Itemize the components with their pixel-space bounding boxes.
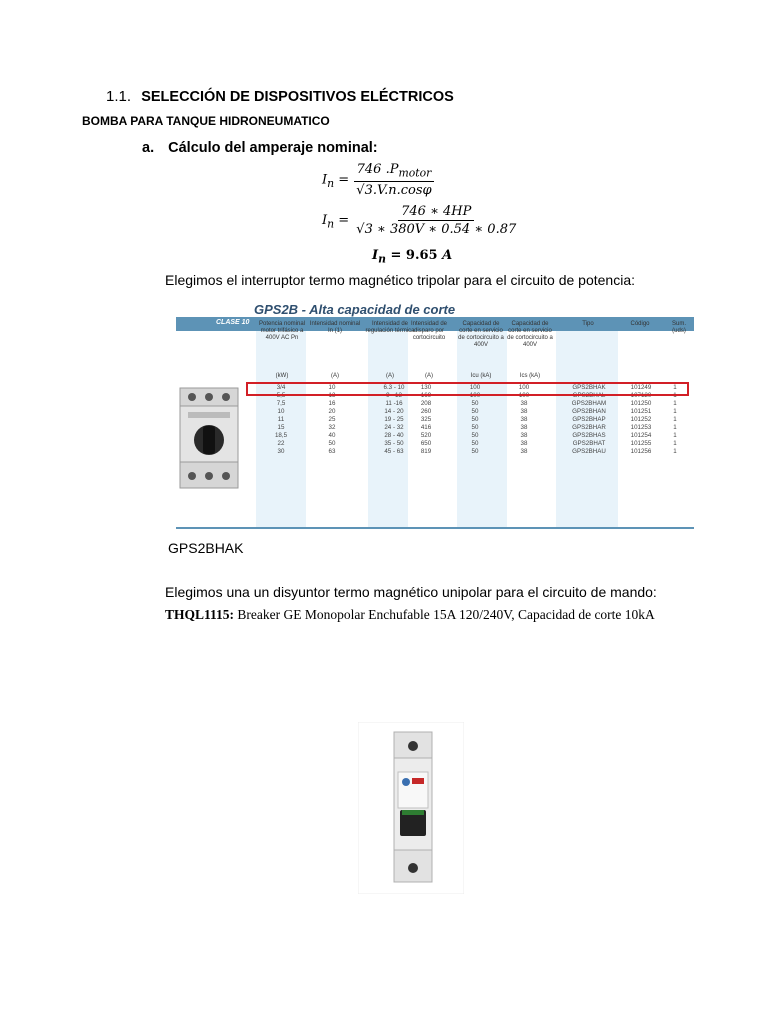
catalog-cell: 6.3 - 10 (383, 384, 405, 391)
numerator-var: P (389, 162, 399, 177)
catalog-cell: 520 (420, 432, 432, 439)
catalog-cell: 101250 (630, 400, 652, 407)
catalog-cell: 45 - 63 (384, 448, 404, 455)
catalog-cell: GPS2BHAT (572, 440, 606, 447)
catalog-cell: 38 (520, 416, 528, 423)
product-description: Breaker GE Monopolar Enchufable 15A 120/240V, Capacidad de corte 10kA (234, 607, 655, 622)
catalog-cell: 100 (469, 384, 481, 391)
catalog-cell: 101255 (630, 440, 652, 447)
catalog-cell: 100 (469, 392, 481, 399)
catalog-cell: 38 (520, 432, 528, 439)
catalog-cell: 9 - 13 (386, 392, 402, 399)
catalog-cell: 20 (328, 408, 336, 415)
catalog-cell: GPS2BHAS (572, 432, 606, 439)
catalog-column-unit: (kW) (275, 373, 289, 379)
formula-nominal-current (322, 162, 435, 198)
formula-symbol: I (322, 213, 328, 228)
product-code: THQL1115: (165, 607, 235, 622)
numerator-sub: motor (398, 166, 432, 180)
catalog-column-unit: Ics (kA) (519, 373, 541, 379)
catalog-cell: 50 (471, 432, 479, 439)
catalog-cell: 50 (471, 400, 479, 407)
catalog-cell: 101253 (630, 424, 652, 431)
catalog-cell: 650 (420, 440, 432, 447)
catalog-cell: 1 (673, 440, 677, 447)
catalog-cell: 24 - 32 (384, 424, 404, 431)
catalog-column-header: Capacidad de corte en servicio de cortocircuito a 400V (458, 321, 504, 348)
product-line (165, 607, 655, 623)
formula-fraction (353, 162, 434, 198)
catalog-column-header: Potencia nominal motor trifásico a 400V AC Pn (258, 321, 306, 341)
catalog-cell: 5,5 (276, 392, 286, 399)
catalog-cell: 15 (277, 424, 285, 431)
section-title: SELECCIÓN DE DISPOSITIVOS ELÉCTRICOS (141, 89, 454, 105)
catalog-cell: GPS2BHAU (572, 448, 606, 455)
catalog-cell: 38 (520, 448, 528, 455)
catalog-cell: 1 (673, 416, 677, 423)
catalog-cell: 1 (673, 400, 677, 407)
formula-subscript: n (327, 217, 335, 231)
catalog-cell: 38 (520, 400, 528, 407)
catalog-cell: 101254 (630, 432, 652, 439)
catalog-cell: 32 (328, 424, 336, 431)
catalog-column-header: Sum. (uds) (671, 321, 686, 334)
catalog-cell: 50 (471, 416, 479, 423)
numerator-text: 746 . (356, 162, 390, 177)
catalog-column-header: Tipo (582, 321, 594, 327)
catalog-cell: 107120 (630, 392, 652, 399)
paragraph-power-circuit: Elegimos el interruptor termo magnético tripolar para el circuito de potencia: (165, 272, 636, 288)
formula-substitution (322, 204, 519, 237)
subheading: BOMBA PARA TANQUE HIDRONEUMATICO (82, 114, 330, 128)
selected-row-highlight (246, 382, 689, 396)
catalog-cell: 1 (673, 424, 677, 431)
formula-symbol: I (372, 248, 379, 263)
catalog-column-unit: (A) (331, 373, 339, 379)
catalog-cell: 11 (277, 416, 285, 423)
catalog-cell: 101251 (630, 408, 652, 415)
formula-equals: = (334, 172, 350, 188)
formula-symbol: I (322, 172, 328, 188)
catalog-cell: 1 (673, 392, 677, 399)
catalog-cell: 40 (328, 432, 336, 439)
catalog-class-label: CLASE 10 (216, 319, 250, 326)
catalog-cell: 101252 (630, 416, 652, 423)
formula-denominator: √3 ∗ 380V ∗ 0.54 ∗ 0.87 (356, 222, 517, 237)
catalog-cell: 13 (328, 392, 336, 399)
catalog-cell: 101249 (630, 384, 652, 391)
item-title: Cálculo del amperaje nominal: (168, 140, 378, 156)
catalog-cell: 50 (471, 408, 479, 415)
catalog-cell: 50 (471, 448, 479, 455)
catalog-column-unit: Icu (kA) (470, 373, 492, 379)
section-number: 1.1. (106, 88, 132, 105)
catalog-column-unit: (A) (386, 373, 394, 379)
catalog-cell: 14 - 20 (384, 408, 404, 415)
catalog-cell: 25 (328, 416, 336, 423)
catalog-cell: 28 - 40 (384, 432, 404, 439)
catalog-cell: GPS2BHAK (572, 384, 606, 391)
catalog-cell: GPS2BHAP (572, 416, 606, 423)
catalog-column-header: Capacidad de corte en servicio de cortocircuito a 400V (507, 321, 553, 348)
item-letter: a. (142, 140, 155, 156)
formula-fraction (353, 204, 519, 237)
catalog-column-header: Código (630, 321, 650, 327)
catalog-cell: 63 (328, 448, 336, 455)
catalog-cell: 10 (328, 384, 336, 391)
catalog-cell: 50 (328, 440, 336, 447)
selected-model: GPS2BHAK (168, 540, 244, 556)
result-unit: A (437, 248, 453, 263)
catalog-table (176, 300, 694, 530)
catalog-cell: 1 (673, 408, 677, 415)
catalog-cell: 100 (518, 384, 530, 391)
item-heading (142, 140, 378, 156)
catalog-cell: GPS2BHAM (571, 400, 607, 407)
formula-result (372, 248, 452, 266)
catalog-cell: 18,5 (274, 432, 288, 439)
catalog-cell: GPS2BHAR (572, 424, 606, 431)
catalog-cell: 130 (420, 384, 432, 391)
catalog-cell: 169 (420, 392, 432, 399)
catalog-cell: 16 (328, 400, 336, 407)
catalog-cell: 38 (520, 440, 528, 447)
catalog-cell: GPS2BHAL (572, 392, 606, 399)
breaker-image (358, 722, 464, 894)
catalog-column-header: Intensidad de regulación térmica (365, 321, 415, 334)
catalog-cell: 50 (471, 440, 479, 447)
catalog-cell: 1 (673, 448, 677, 455)
catalog-bottom-rule (176, 527, 694, 529)
catalog-cell: 416 (420, 424, 432, 431)
catalog-cell: 38 (520, 424, 528, 431)
catalog-cell: 35 - 50 (384, 440, 404, 447)
catalog-cell: 50 (471, 424, 479, 431)
formula-equals: = (385, 248, 406, 263)
catalog-cell: 11 -16 (385, 400, 403, 407)
catalog-cell: 3/4 (276, 384, 286, 391)
formula-numerator: 746 ∗ 4HP (398, 204, 474, 221)
formula-subscript: n (327, 176, 335, 190)
catalog-column-header: Intensidad nominal In (1) (309, 321, 361, 334)
catalog-cell: 100 (518, 392, 530, 399)
catalog-cell: 10 (277, 408, 285, 415)
catalog-cell: 1 (673, 432, 677, 439)
catalog-cell: 38 (520, 408, 528, 415)
catalog-cell: 1 (673, 384, 677, 391)
catalog-cell: 22 (277, 440, 285, 447)
catalog-cell: GPS2BHAN (572, 408, 606, 415)
catalog-cell: 30 (277, 448, 285, 455)
section-heading (106, 88, 454, 105)
formula-denominator: √3.V.n.cosφ (356, 182, 432, 198)
catalog-cell: 101256 (630, 448, 652, 455)
catalog-cell: 19 - 25 (384, 416, 404, 423)
catalog-column-header: Intensidad de disparo por cortocircuito (410, 321, 448, 341)
catalog-title: GPS2B - Alta capacidad de corte (254, 302, 456, 317)
catalog-cell: 208 (420, 400, 432, 407)
formula-equals: = (334, 213, 350, 228)
catalog-cell: 260 (420, 408, 432, 415)
catalog-cell: 7,5 (276, 400, 286, 407)
formula-numerator (354, 162, 435, 182)
result-value: 9.65 (405, 248, 438, 263)
formula-subscript: n (378, 252, 386, 266)
catalog-cell: 325 (420, 416, 432, 423)
catalog-cell: 819 (420, 448, 432, 455)
motor-protector-image (176, 382, 242, 492)
catalog-column-unit: (A) (425, 373, 433, 379)
paragraph-control-circuit: Elegimos una un disyuntor termo magnético unipolar para el circuito de mando: (165, 584, 657, 600)
